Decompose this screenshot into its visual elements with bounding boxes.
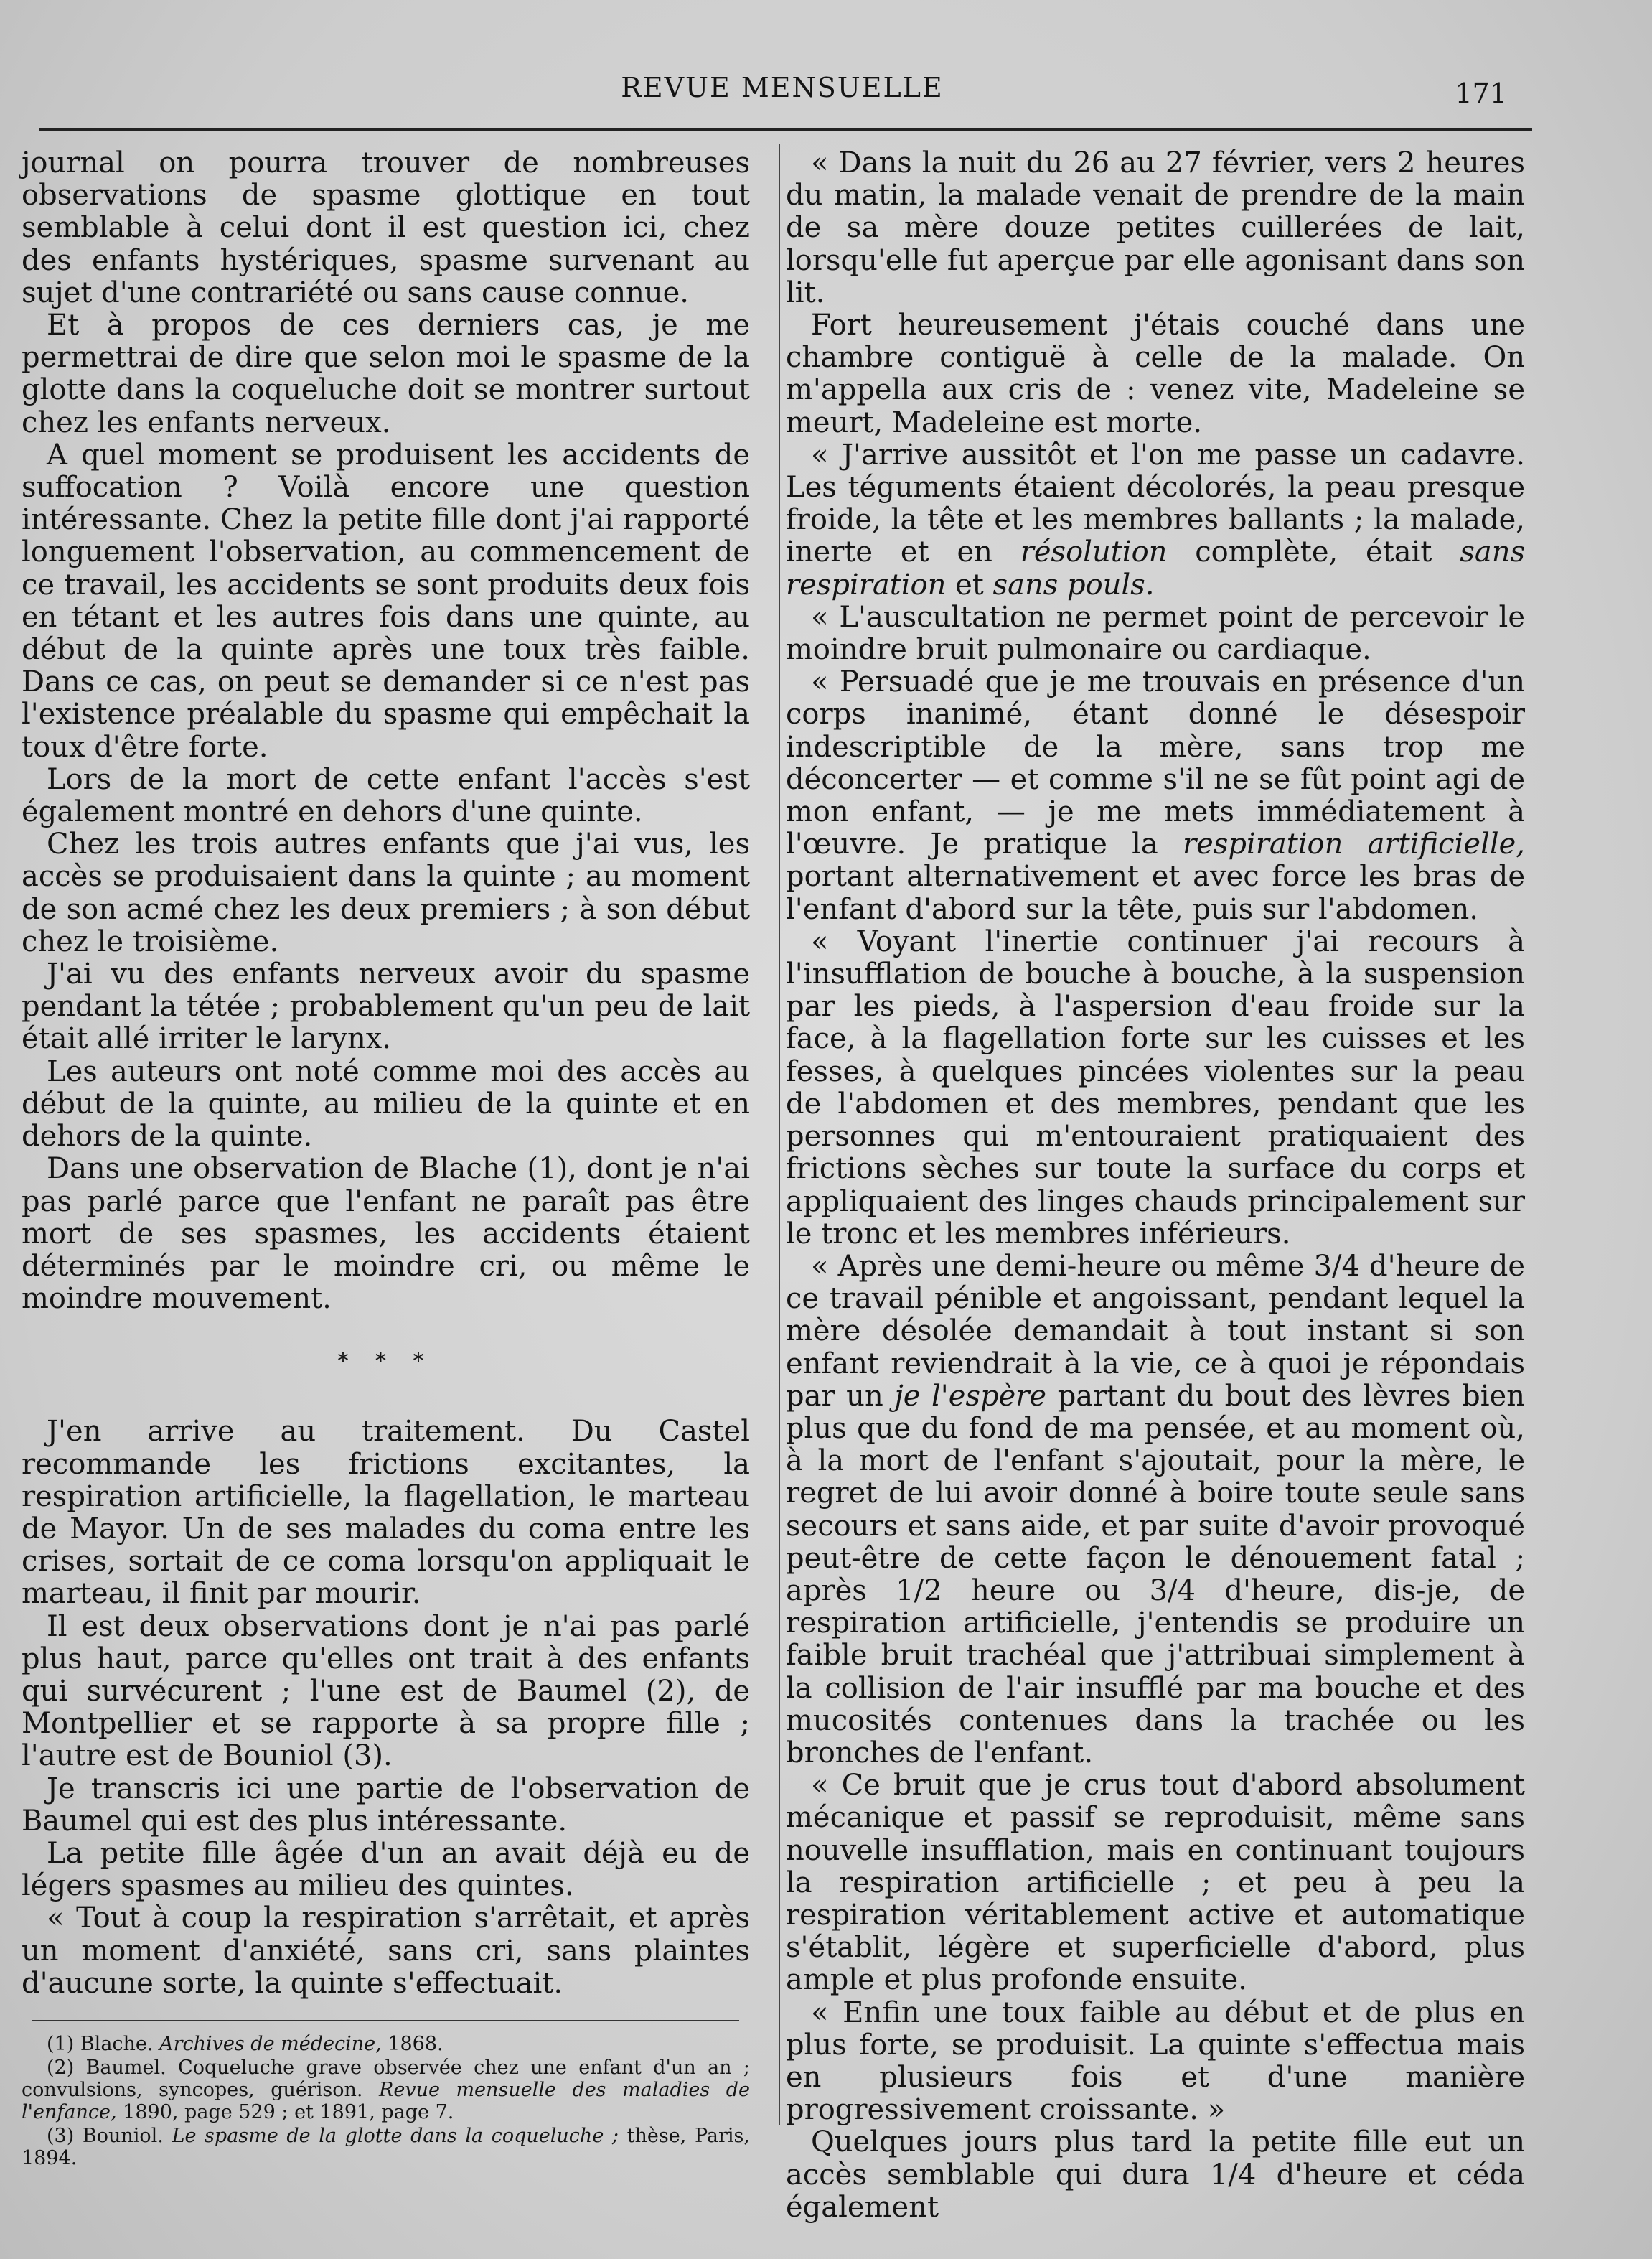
- footnote-marker: (3): [47, 2124, 75, 2147]
- footnote-marker: (2): [47, 2056, 75, 2079]
- footnote-text: Bouniol.: [82, 2124, 172, 2147]
- paragraph: Les auteurs ont noté comme moi des accès au début de la quinte, au milieu de la quinte et en dehors de la quinte.: [22, 1054, 750, 1154]
- text-run: portant alternativement et avec force les bras de l'enfant d'abord sur la tête, puis sur l'abdomen.: [786, 860, 1525, 926]
- footnote: [22, 2057, 750, 2123]
- paragraph: Chez les trois autres enfants que j'ai vus, les accès se produisaient dans la quinte ; au moment de son acmé chez les deux premiers ; à son début chez le troisième.: [22, 828, 750, 958]
- footnote-italic: Revue mensuelle des maladies de l'enfance,: [22, 2078, 750, 2123]
- italic-run: je l'espère: [894, 1379, 1047, 1413]
- text-run: partant du bout des lèvres bien plus que du fond de ma pensée, et au moment où, à la mort de l'enfant s'ajoutait, pour la mère, le regret de lui avoir donné à boire toute seule sans secours et sans aide, et par suite d'avoir provoqué peut-être de cette façon le dénouement fatal ; après 1/2 heure ou 3/4 d'heure, dis-je, de respiration artificielle, j'entendis se produire un faible bruit trachéal que j'attribuai simplement à la collision de l'air insufflé par ma bouche et des mucosités contenues dans la trachée ou les bronches de l'enfant.: [786, 1379, 1525, 1769]
- paragraph: « Enfin une toux faible au début et de plus en plus forte, se produisit. La quinte s'effectua mais en plusieurs fois et d'une manière progressivement croissante. »: [786, 1996, 1525, 2127]
- paragraph: [786, 439, 1525, 602]
- footnote-text: Baumel. Coqueluche grave observée chez une enfant d'un an ; convulsions, syncopes, guérison.: [22, 2056, 750, 2101]
- paragraph: journal on pourra trouver de nombreuses observations de spasme glottique en tout semblable à celui dont il est question ici, chez des enfants hystériques, spasme survenant au sujet d'une contrariété ou sans cause connue.: [22, 146, 750, 309]
- paragraph: Fort heureusement j'étais couché dans une chambre contiguë à celle de la malade. On m'appella aux cris de : venez vite, Madeleine se meurt, Madeleine est morte.: [786, 309, 1525, 439]
- footnote-text: Blache.: [80, 2032, 160, 2055]
- paragraph: Lors de la mort de cette enfant l'accès s'est également montré en dehors d'une quinte.: [22, 762, 750, 829]
- paragraph: « Ce bruit que je crus tout d'abord absolument mécanique et passif se reproduisit, même sans nouvelle insufflation, mais en continuant toujours la respiration artificielle ; et peu à peu la respiration véritablement active et automatique s'établit, légère et superficielle d'abord, plus ample et plus profonde ensuite.: [786, 1769, 1525, 1997]
- text-run: et: [946, 568, 993, 602]
- footnote-text: 1890, page 529 ; et 1891, page 7.: [116, 2100, 454, 2123]
- footnote-marker: (1): [47, 2032, 75, 2055]
- italic-run: résolution: [1020, 535, 1168, 569]
- left-column: [22, 147, 750, 2171]
- paragraph: « Tout à coup la respiration s'arrêtait, et après un moment d'anxiété, sans cri, sans plaintes d'aucune sorte, la quinte s'effectuait.: [22, 1902, 750, 2000]
- paragraph: A quel moment se produisent les accidents de suffocation ? Voilà encore une question intéressante. Chez la petite fille dont j'ai rapporté longuement l'observation, au commencement de ce travail, les accidents se sont produits deux fois en tétant et les autres fois dans une quinte, au début de la quinte après une toux très faible. Dans ce cas, on peut se demander si ce n'est pas l'existence préalable du spasme qui empêchait la toux d'être forte.: [22, 438, 750, 764]
- paragraph: Il est deux observations dont je n'ai pas parlé plus haut, parce qu'elles ont trait à des enfants qui survécurent ; l'une est de Baumel (2), de Montpellier et se rapporte à sa propre fille ; l'autre est de Bouniol (3).: [22, 1609, 750, 1773]
- page-header: [43, 72, 1521, 115]
- paragraph: Dans une observation de Blache (1), dont je n'ai pas parlé parce que l'enfant ne paraît pas être mort de ses spasmes, les accidents étaient déterminés par le moindre cri, ou même le moindre mouvement.: [22, 1152, 750, 1316]
- footnote-italic: Le spasme de la glotte dans la coqueluche ;: [172, 2124, 619, 2147]
- italic-run: respiration artificielle,: [1183, 828, 1525, 861]
- header-rule: [39, 128, 1532, 131]
- paragraph: « Dans la nuit du 26 au 27 février, vers 2 heures du matin, la malade venait de prendre de la main de sa mère douze petites cuillerées de lait, lorsqu'elle fut aperçue par elle agonisant dans son lit.: [786, 146, 1525, 309]
- running-head: REVUE MENSUELLE: [621, 72, 944, 103]
- footnote: [22, 2125, 750, 2169]
- footnote-rule: [32, 2020, 739, 2021]
- paragraph: « L'auscultation ne permet point de percevoir le moindre bruit pulmonaire ou cardiaque.: [786, 600, 1525, 667]
- paragraph: « Voyant l'inertie continuer j'ai recours à l'insufflation de bouche à bouche, à la suspension par les pieds, à l'aspersion d'eau froide sur la face, à la flagellation forte sur les cuisses et les fesses, à quelques pincées violentes sur la peau de l'abdomen et des membres, pendant que les personnes qui m'entouraient pratiquaient des frictions sèches sur toute la surface du corps et appliquaient des linges chauds principalement sur le tronc et les membres inférieurs.: [786, 925, 1525, 1250]
- paragraph: Et à propos de ces derniers cas, je me permettrai de dire que selon moi le spasme de la glotte dans la coqueluche doit se montrer surtout chez les enfants nerveux.: [22, 309, 750, 439]
- paragraph: J'ai vu des enfants nerveux avoir du spasme pendant la tétée ; probablement qu'un peu de lait était allé irriter le larynx.: [22, 958, 750, 1056]
- text-run: « Persuadé que je me trouvais en présence d'un corps inanimé, étant donné le désespoir indescriptible de la mère, sans trop me déconcerter — et comme s'il ne se fût point agi de mon enfant, — je me mets immédiatement à l'œuvre. Je pratique la: [786, 665, 1525, 861]
- italic-run: sans respiration: [786, 535, 1525, 602]
- text-run: « Après une demi-heure ou même 3/4 d'heure de ce travail pénible et angoissant, pendant lequel la mère désolée demandait à tout instant si son enfant reviendrait à la vie, ce à quoi je répondais par un: [786, 1249, 1525, 1413]
- paragraph: La petite fille âgée d'un an avait déjà eu de légers spasmes au milieu des quintes.: [22, 1836, 750, 1903]
- column-divider: [779, 144, 780, 2125]
- paragraph: J'en arrive au traitement. Du Castel recommande les frictions excitantes, la respiration artificielle, la flagellation, le marteau de Mayor. Un de ses malades du coma entre les crises, sortait de ce coma lorsqu'on appliquait le marteau, il finit par mourir.: [22, 1415, 750, 1611]
- page-number: 171: [1455, 78, 1507, 109]
- text-run: complète, était: [1167, 535, 1460, 569]
- text-run: « J'arrive aussitôt et l'on me passe un cadavre. Les téguments étaient décolorés, la peau presque froide, la tête et les membres ballants ; la malade, inerte et en: [786, 438, 1525, 569]
- paragraph: Quelques jours plus tard la petite fille eut un accès semblable qui dura 1/4 d'heure et céda également: [786, 2125, 1525, 2224]
- section-separator: * * *: [337, 1349, 434, 1375]
- footnote: [22, 2033, 750, 2055]
- footnote-italic: Archives de médecine,: [159, 2032, 382, 2055]
- footnotes: [22, 2033, 750, 2169]
- paragraph: Je transcris ici une partie de l'observation de Baumel qui est des plus intéressante.: [22, 1772, 750, 1838]
- footnote-text: thèse, Paris, 1894.: [22, 2124, 750, 2169]
- paragraph: [786, 666, 1525, 926]
- footnote-text: 1868.: [381, 2032, 443, 2055]
- paragraph: [786, 1250, 1525, 1769]
- right-column: [786, 147, 1525, 2224]
- italic-run: sans pouls.: [992, 568, 1155, 602]
